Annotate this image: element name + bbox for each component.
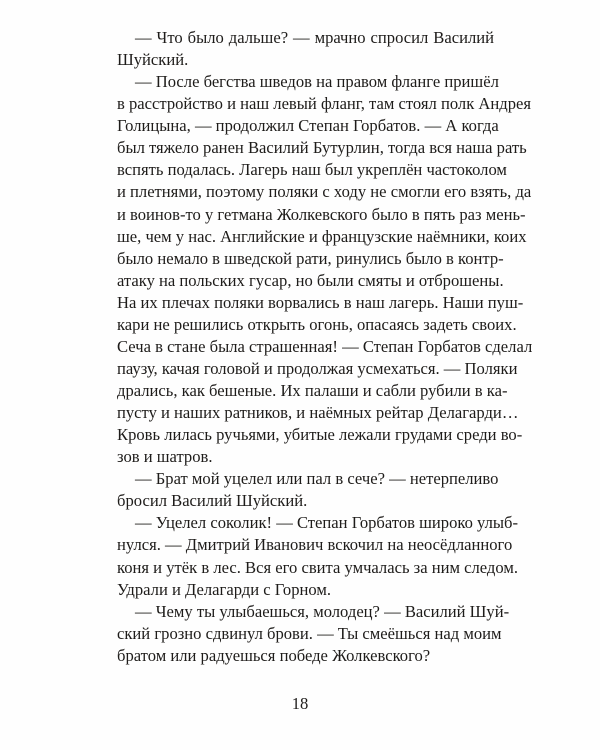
text-line: — Чему ты улыбаешься, молодец? — Василий Шуй- — [135, 601, 510, 621]
text-line: и воинов-то у гетмана Жолкевского было в пять раз мень- — [117, 204, 526, 224]
text-line: Шуйский. — [117, 50, 189, 70]
page-number: 18 — [291, 694, 309, 713]
paragraph — [117, 601, 510, 667]
text-line: Голицына, — продолжил Степан Горбатов. — А когда — [117, 116, 499, 136]
text-line: — Уцелел соколик! — Степан Горбатов широко улыб- — [135, 513, 518, 533]
text-line: Удрали и Делагарди с Горном. — [117, 579, 332, 599]
text-line: На их плечах поляки ворвались в наш лагерь. Наши пуш- — [117, 292, 524, 312]
paragraph — [117, 71, 533, 468]
text-line: в расстройство и наш левый фланг, там стоял полк Андрея — [117, 94, 532, 114]
text-line: зов и шатров. — [117, 447, 213, 467]
text-line: был тяжело ранен Василий Бутурлин, тогда вся наша рать — [117, 138, 527, 158]
text-line: братом или радуешься победе Жолкевского? — [117, 645, 431, 665]
text-line: вспять подалась. Лагерь наш был укреплён частоколом — [117, 160, 507, 180]
text-line: атаку на польских гусар, но были смяты и отброшены. — [117, 270, 504, 290]
paragraph — [117, 468, 499, 512]
text-line: паузу, качая головой и продолжая усмехаться. — Поляки — [117, 358, 518, 378]
text-line: было немало в шведской рати, ринулись было в контр- — [117, 248, 504, 268]
paragraph — [117, 27, 494, 71]
body-text — [117, 27, 533, 667]
text-line: пусту и наших ратников, и наёмных рейтар Делагарди… — [117, 403, 519, 423]
text-line: ше, чем у нас. Английские и французские наёмники, коих — [117, 226, 527, 246]
text-line: — Что было дальше? — мрачно спросил Василий — [135, 28, 494, 47]
text-line: и плетнями, поэтому поляки с ходу не смогли его взять, да — [117, 182, 532, 202]
text-line: — Брат мой уцелел или пал в сече? — нетерпеливо — [135, 469, 499, 489]
text-line: Сеча в стане была страшенная! — Степан Горбатов сделал — [117, 336, 533, 356]
text-line: коня и утёк в лес. Вся его свита умчалась за ним следом. — [117, 557, 519, 577]
text-line: дрались, как бешеные. Их палаши и сабли рубили в ка- — [117, 381, 508, 400]
text-line: нулся. — Дмитрий Иванович вскочил на неосёдланного — [117, 535, 513, 555]
text-line: — После бегства шведов на правом фланге пришёл — [135, 72, 499, 92]
text-line: бросил Василий Шуйский. — [117, 491, 308, 511]
text-line: кари не решились открыть огонь, опасаясь задеть своих. — [117, 314, 517, 334]
text-line: Кровь лилась ручьями, убитые лежали грудами среди во- — [117, 425, 523, 445]
paragraph — [117, 512, 519, 600]
text-line: ский грозно сдвинул брови. — Ты смеёшься над моим — [117, 623, 502, 643]
